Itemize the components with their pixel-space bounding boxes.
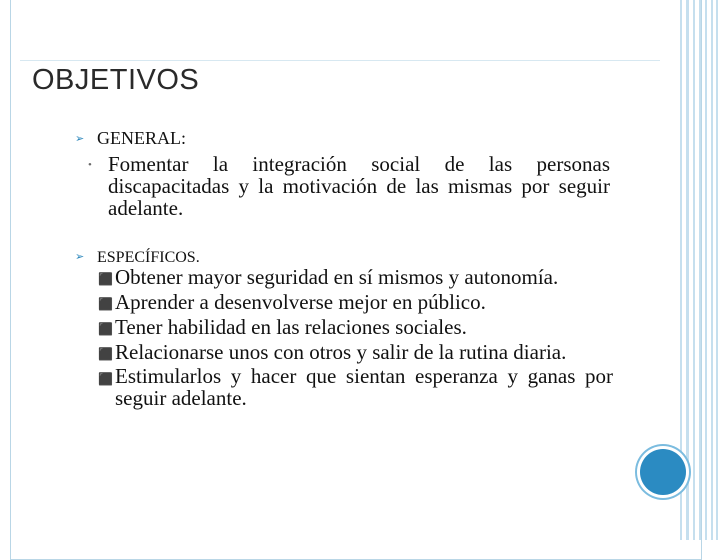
- square-bullet-icon: ⬛: [98, 272, 113, 286]
- decorative-stripe: [716, 0, 718, 540]
- list-item-text: Obtener mayor seguridad en sí mismos y autonomía.: [115, 265, 559, 289]
- slide-title: OBJETIVOS: [32, 64, 200, 96]
- square-bullet-icon: ⬛: [98, 347, 113, 361]
- list-item-text: Tener habilidad en las relaciones sociales.: [115, 315, 467, 339]
- general-label: GENERAL:: [97, 128, 186, 148]
- square-bullet-icon: ⬛: [98, 322, 113, 336]
- especificos-label: ESPECÍFICOS.: [97, 249, 200, 266]
- decorative-stripe: [699, 0, 701, 540]
- dot-icon: •: [88, 159, 92, 171]
- general-item-text: Fomentar la integración social de las personas discapacitadas y la motivación de las mismas por seguir adelante.: [108, 152, 610, 220]
- bullet-arrow-icon: ➢: [75, 251, 85, 263]
- list-item: [98, 265, 613, 290]
- bullet-arrow-icon: ➢: [75, 133, 85, 145]
- list-item: [98, 340, 613, 365]
- decorative-stripe: [686, 0, 689, 540]
- decorative-stripe: [693, 0, 695, 540]
- square-bullet-icon: ⬛: [98, 372, 113, 386]
- list-item: [98, 365, 613, 409]
- especificos-list: [98, 265, 613, 409]
- list-item: [98, 315, 613, 340]
- title-divider: [20, 60, 660, 61]
- list-item-text: Estimularlos y hacer que sientan esperanza y ganas por seguir adelante.: [115, 364, 613, 410]
- square-bullet-icon: ⬛: [98, 297, 113, 311]
- general-heading: [75, 128, 186, 149]
- decorative-stripe: [705, 0, 707, 540]
- decorative-circle: [640, 449, 686, 495]
- list-item-text: Aprender a desenvolverse mejor en público.: [115, 290, 486, 314]
- general-item: [88, 153, 610, 219]
- decorative-stripe: [711, 0, 713, 540]
- list-item: [98, 290, 613, 315]
- list-item-text: Relacionarse unos con otros y salir de la rutina diaria.: [115, 340, 567, 364]
